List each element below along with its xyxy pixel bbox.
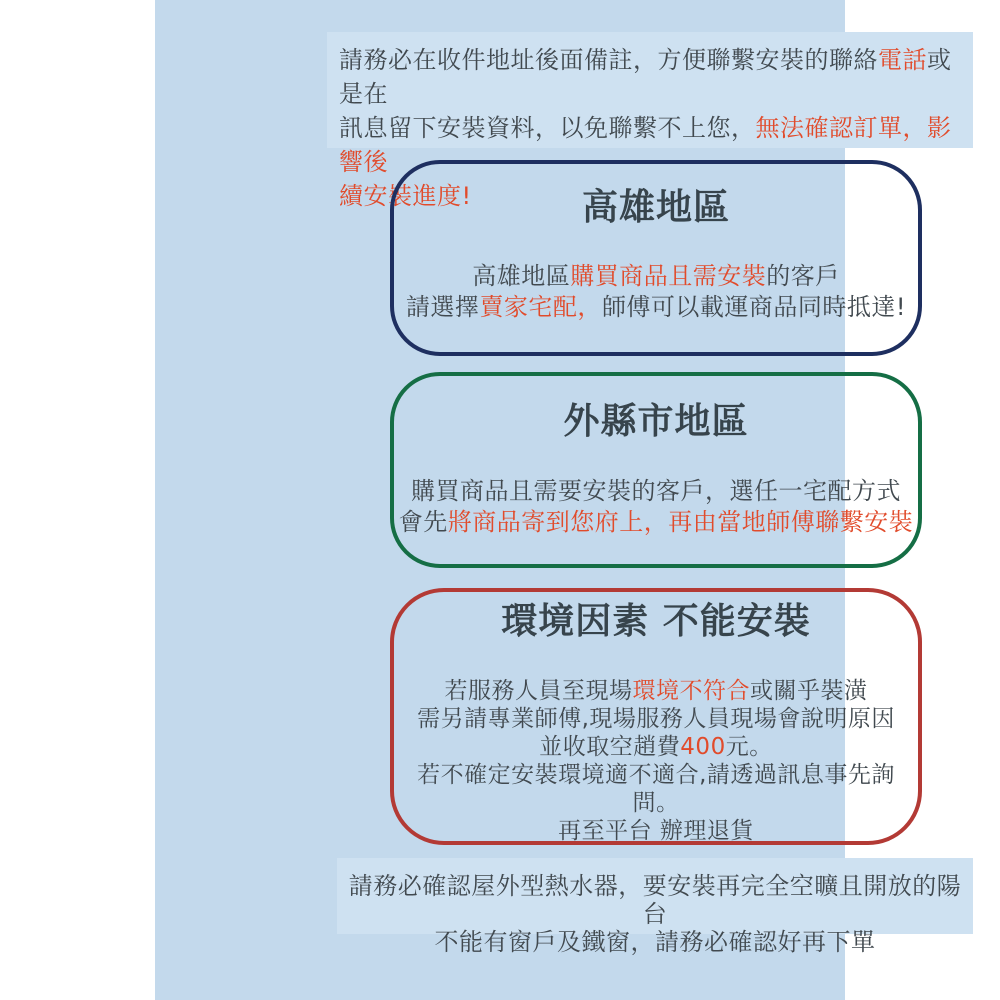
- body-line: [394, 507, 918, 538]
- text-run-highlight: 將商品寄到您府上，再由當地師傅聯繫安裝: [447, 508, 914, 536]
- notice-line: 不能有窗戶及鐵窗，請務必確認好再下單: [434, 928, 876, 956]
- environment-cannot-install-box: [390, 588, 922, 845]
- text-run: 請務必在收件地址後面備註，方便聯繫安裝的聯絡: [339, 46, 878, 74]
- text-run-highlight: 賣家宅配，: [479, 293, 602, 321]
- other-county-region-box: [390, 372, 922, 568]
- blue-background-band: [155, 0, 962, 1000]
- body-line: [394, 761, 918, 817]
- notice-line: [339, 43, 965, 111]
- other-county-box-body: [394, 476, 918, 538]
- text-run: 若服務人員至現場: [444, 678, 633, 704]
- text-run: 或關乎裝潢: [750, 678, 868, 704]
- text-run: 會先: [398, 508, 448, 536]
- text-run-highlight: 購買商品且需安裝: [570, 262, 767, 290]
- text-run: 再至平台 辦理退貨: [558, 818, 754, 844]
- body-line: [394, 261, 918, 292]
- kaohsiung-box-title: 高雄地區: [581, 187, 730, 228]
- text-run: 並收取空趙費: [539, 734, 681, 760]
- environment-box-title: 環境因素 不能安裝: [501, 601, 811, 642]
- text-run-highlight: 環境不符合: [632, 678, 750, 704]
- body-line: [394, 292, 918, 323]
- text-run: 的客戶: [766, 262, 840, 290]
- text-run: 師傅可以載運商品同時抵達!: [601, 293, 907, 321]
- text-run: 購買商品且需要安裝的客戶，選任一宅配方式: [411, 477, 901, 505]
- text-run-highlight: 無法確認訂單，影響後: [339, 114, 952, 176]
- bottom-heater-notice: [337, 858, 973, 956]
- other-county-box-title: 外縣市地區: [563, 401, 749, 442]
- text-run: 若不確定安裝環境適不適合,請透過訊息事先詢問。: [417, 762, 895, 816]
- environment-box-body: [394, 677, 918, 845]
- body-line: [394, 705, 918, 733]
- text-run: 高雄地區: [472, 262, 571, 290]
- body-line: [394, 733, 918, 761]
- notice-line: 請務必確認屋外型熱水器，要安裝再完全空曠且開放的陽台: [348, 872, 962, 928]
- text-run: 需另請專業師傅,現場服務人員現場會說明原因: [417, 706, 895, 732]
- body-line: [394, 677, 918, 705]
- text-run: 請選擇: [405, 293, 480, 321]
- text-run: 元。: [725, 734, 773, 760]
- body-line: [394, 476, 918, 507]
- text-run-highlight: 400: [680, 734, 726, 760]
- text-run-highlight: 電話: [878, 46, 927, 74]
- body-line: [394, 817, 918, 845]
- text-run: 或是在: [339, 46, 952, 108]
- text-run: 訊息留下安裝資料，以免聯繫不上您，: [339, 114, 756, 142]
- text-run-highlight: 續安裝進度!: [339, 182, 472, 210]
- kaohsiung-box-body: [394, 261, 918, 323]
- kaohsiung-region-box: [390, 160, 922, 356]
